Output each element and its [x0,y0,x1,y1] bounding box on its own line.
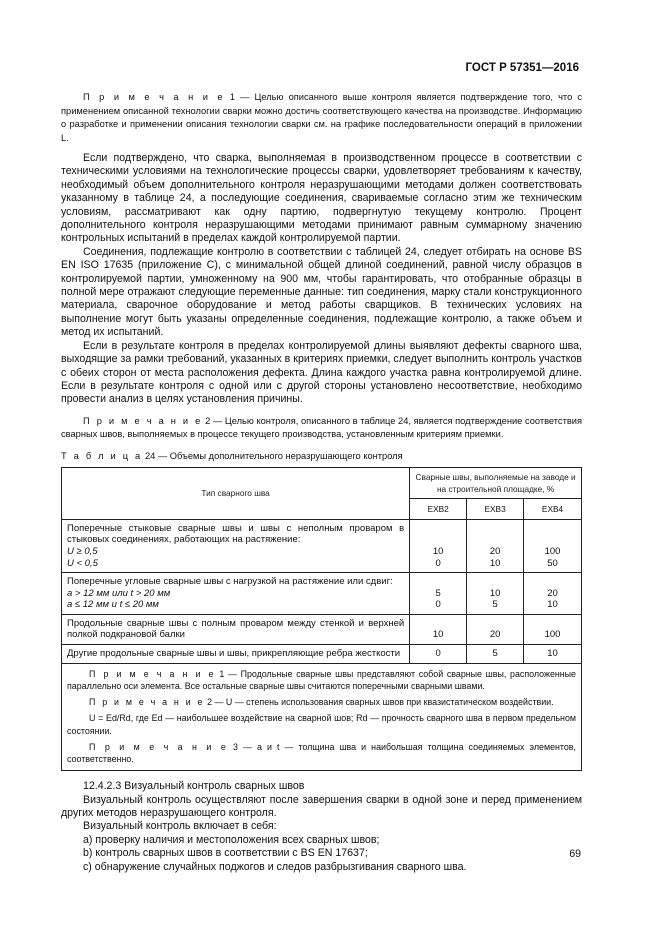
section-paragraph-2: Визуальный контроль включает в себя: [83,820,277,833]
row-3-exb4: 100 [524,614,582,644]
header-exb4: EXB4 [524,498,582,519]
table-note-2 [67,696,576,709]
list-item: c) обнаружение случайных поджогов и следов разбрызгивания сварного шва. [83,860,467,873]
ndt-volume-table [61,467,582,772]
list-item: a) проверку наличия и местоположения всех сварных швов; [83,833,380,846]
note-2-label: П р и м е ч а н и е [83,415,203,426]
header-exb3: EXB3 [467,498,524,519]
note-1-label: П р и м е ч а н и е [83,92,225,102]
table-note-3-label: П р и м е ч а н и е [89,741,228,752]
note-1 [61,91,582,145]
note-1-text: 1 — Целью описанного выше контроля является подтверждение того, что с применением описанной технологии сварки можно достичь соответствующего качества на производстве. Информацию о разработке и применении описания технологии сварки см. на графике последовательности операций в приложении L. [61,92,582,143]
row-2-type [62,573,410,615]
row-2-exb4 [524,573,582,615]
table-row [62,519,582,572]
row-1-exb3-a: 20 [489,545,501,557]
row-1-title: Поперечные стыковые сварные швы и швы с неполным проваром в стыковых соединениях, работающих на растяжение: [67,522,405,546]
note-2 [61,415,582,442]
row-1-exb2-b: 0 [435,557,441,569]
row-2-sub2: a ≤ 12 мм и t ≤ 20 мм [67,599,159,611]
row-1-sub2: U < 0,5 [67,557,98,569]
row-1-exb4-a: 100 [544,545,561,557]
row-3-exb3: 20 [467,614,524,644]
row-1-exb4-b: 50 [547,557,558,569]
row-2-exb3 [467,573,524,615]
row-2-exb2-a: 5 [435,587,441,599]
header-exb2: EXB2 [410,498,467,519]
table-note-2-formula: U = Ed/Rd, где Ed — наибольшее воздействие на сварной шов; Rd — прочность сварного шва в первом предельном состоянии. [67,713,576,736]
row-4-exb2: 0 [410,645,467,664]
row-1-exb3 [467,519,524,572]
row-4-exb4: 10 [524,645,582,664]
table-note-2-label: П р и м е ч а н и е [89,697,205,708]
row-1-type [62,519,410,572]
page-number: 69 [569,848,581,860]
paragraph-3: Если в результате контроля в пределах контролируемой длины выявляют дефекты сварного шва, выходящие за рамки требований, указанных в критериях приемки, следует выполнить контроль участков с обеих сторон от места расположения дефекта. Длина каждого участка равна контролируемой длине. Если в результате контроля с одной или с другой стороны установлено несоответствие, необходимо провести анализ в целях установления причины. [61,339,582,406]
page-content [61,91,582,874]
note-2-text: 2 — Целью контроля, описанного в таблице 24, является подтверждение соответствия сварных швов, выполняемых в процессе текущего производства, установленным критериям приемки. [61,415,583,440]
table-note-3 [67,741,576,767]
row-2-sub1: a > 12 мм или t > 20 мм [67,587,171,599]
row-2-exb3-a: 10 [489,587,501,599]
table-caption [61,451,582,461]
table-note-1 [67,668,576,694]
header-weld-type: Тип сварного шва [62,467,410,519]
row-1-exb3-b: 10 [489,557,501,569]
row-2-exb4-b: 10 [547,599,558,611]
table-note-3-text: 3 — a и t — толщина шва и наибольшая толщина соединяемых элементов, соответственно. [67,741,576,765]
row-2-exb3-b: 5 [492,599,498,611]
table-row [62,573,582,615]
table-notes [62,663,582,771]
row-2-exb2 [410,573,467,615]
row-1-exb2 [410,519,467,572]
row-4-exb3: 5 [467,645,524,664]
table-row [62,645,582,664]
table-note-1-label: П р и м е ч а н и е [89,668,216,679]
table-caption-text: 24 — Объемы дополнительного неразрушающего контроля [142,450,403,461]
table-note-2-text: 2 — U — степень использования сварных швов при квазистатическом воздействии. [204,697,554,708]
row-1-sub1: U ≥ 0,5 [67,545,98,557]
row-1-exb2-a: 10 [432,545,444,557]
standard-code-header: ГОСТ Р 57351—2016 [465,62,579,74]
list-item: b) контроль сварных швов в соответствии с BS EN 17637; [83,847,368,860]
row-2-title: Поперечные угловые сварные швы с нагрузкой на растяжение или сдвиг: [67,576,393,588]
row-4-type: Другие продольные сварные швы и швы, прикрепляющие ребра жесткости [62,645,410,664]
section-title: 12.4.2.3 Визуальный контроль сварных швов [83,780,305,793]
table-row [62,614,582,644]
table-caption-label: Т а б л и ц а [61,450,143,461]
paragraph-2: Соединения, подлежащие контролю в соответствии с таблицей 24, следует отбирать на основе BS EN ISO 17635 (приложение C), с минимальной общей длиной соединений, равной числу образцов в контролируемой партии, умноженному на 900 мм, чтобы гарантировать, что отобранные образцы в полной мере отражают следующие переменные данные: тип соединения, марку стали конструкционного материала, сварочное оборудование и метод работы сварщиков. В технических условиях на выполнение могут быть указаны определенные соединения, подлежащие контролю, а также объем и метод их испытаний. [61,245,582,339]
row-2-exb4-a: 20 [547,587,558,599]
row-3-exb2: 10 [410,614,467,644]
paragraph-1: Если подтверждено, что сварка, выполняемая в производственном процессе в соответствии с техническими условиями на технологические процессы сварки, удовлетворяет требованиям к качеству, необходимый объем дополнительного контроля неразрушающими методами должен соответствовать указанному в таблице 24, а последующие соединения, свариваемые согласно этим же техническим условиям, рассматривают как одну партию, подвергнутую текущему контролю. Процент дополнительного контроля неразрушающими методами принимают равным суммарному значению контрольных испытаний в пределах каждой контролируемой партии. [61,152,582,245]
section-paragraph-1: Визуальный контроль осуществляют после завершения сварки в одной зоне и перед применением других методов неразрушающего контроля. [61,793,582,820]
row-2-exb2-b: 0 [435,599,441,611]
header-weld-group: Сварные швы, выполняемые на заводе и на строительной площадке, % [410,467,582,498]
row-3-type: Продольные сварные швы с полным проваром между стенкой и верхней полкой подкрановой балки [62,614,410,644]
row-1-exb4 [524,519,582,572]
table-note-1-text: 1 — Продольные сварные швы представляют собой сварные швы, расположенные параллельно оси элемента. Все остальные сварные швы считаются поперечными сварными швами. [67,668,576,692]
